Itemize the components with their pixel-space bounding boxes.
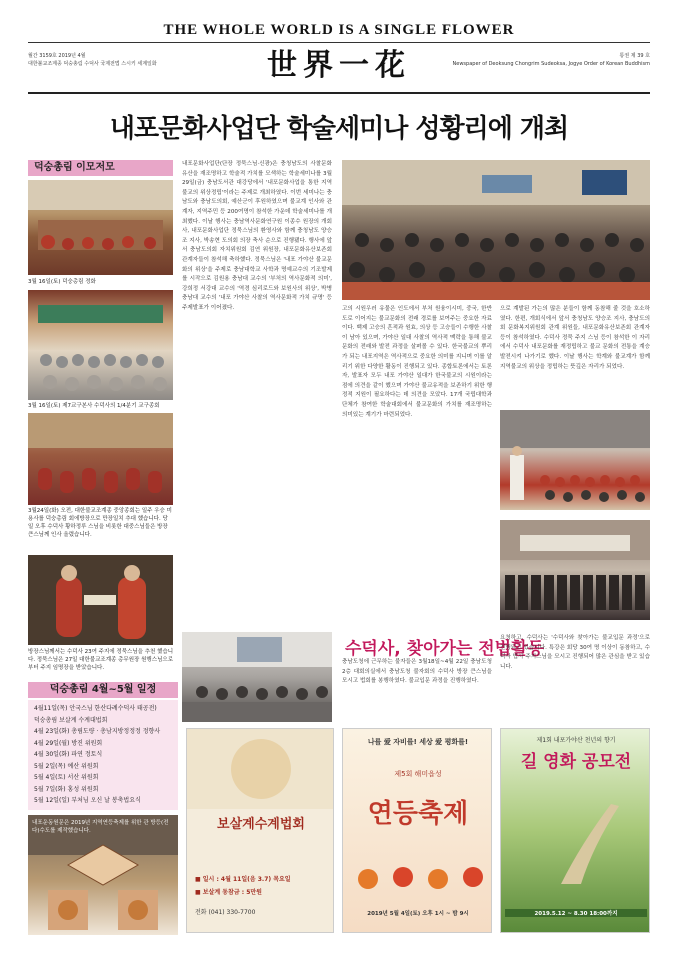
schedule-item: 5월 12일(일) 부처님 오신 날 봉축법요식 (34, 797, 141, 804)
schedule-item: 5월 2일(목) 예산 위원회 (34, 762, 99, 770)
masthead-left-info (28, 52, 228, 68)
seminar-hall-illustration (342, 160, 650, 300)
schedule-item: 4월11일(목) 안국스님 한산다례수덕사 태공전) (34, 705, 157, 712)
right-info-2: Newspaper of Deoksung Chongrim Sudeoksa, Jogye Order of Korean Buddhism (452, 61, 650, 67)
group-photo-illustration (500, 520, 650, 620)
caption-1: 3월 16일(토) 덕숭총림 정화 (28, 279, 96, 285)
audience-illustration (500, 410, 650, 510)
poster2-sub: 제5회 해미읍성 (394, 770, 442, 778)
poster-lantern-festival (342, 728, 492, 933)
photo-monks-meeting (28, 290, 173, 400)
photo-lecture-room (182, 632, 332, 722)
masthead-rule-bottom (28, 92, 650, 94)
photo-group (500, 520, 650, 620)
caption-4: 방장스님께서는 수덕사 23여 주지에 정묵스님을 추천 했습니다. 정묵스님은 27일 대한불교조계종 총무원장 원행스님으로부터 주지 임명장을 받았습니다. (28, 649, 174, 671)
caption-2: 3월 16일(토) 제7교구본사 수덕사의 1/4분기 교구종회 (28, 403, 160, 409)
poster2-lanterns (343, 859, 492, 899)
poster1-date: ■ 일시 : 4월 11일(음 3.7) 목요일 (195, 876, 291, 883)
poster-bodhisattva-precepts (186, 728, 334, 933)
schedule-list (34, 703, 176, 807)
poster1-decoration (187, 729, 334, 809)
masthead-tagline: THE WHOLE WORLD IS A SINGLE FLOWER (163, 22, 515, 38)
article-column-3: 으로 계발된 가는의 많은 분들이 함께 동참해 줄 것을 호소하였다. 한편, 개회식에서 앞서 충청남도 양승조 지사, 충남도의회 문화복지위원회 관계 위원들, 내포문화유산보존회 관계자 등이 참석하였다. 수덕사 정묵 주지 스님 등이 참석한 이 자리에서 수덕사 내포문화를 재정립하고 불교 문화의 전통을 계승 발전시켜 나가기로 했다. 이날 행사는 학계와 불교계가 함께 지역불교의 위상을 정립하는 뜻깊은 자리가 되었다. (500, 306, 650, 370)
monks-meeting-illustration (28, 290, 173, 400)
photo-abbot-appointment (28, 555, 173, 645)
poster2-top: 나를 爱 자비를! 세상 爱 평화를! (367, 738, 469, 746)
schedule-item: 5월 7일(화) 홍성 위원회 (34, 785, 99, 793)
lecture-room-illustration (182, 632, 332, 722)
masthead-right-info (450, 52, 650, 68)
photo-lantern-making (28, 815, 178, 935)
subarticle-column-1: 충남도청에 근무하는 불자들은 3월18일~4월 22일 충남도청 2층 대회의실에서 충남도청 불자회의 수덕사 방장 큰스님을 모시고 법회를 봉행하였다. 불교입문 과정을 진행하였다. (342, 659, 492, 685)
poster2-date: 2019년 5월 4일(토) 오후 1시 ~ 밤 9시 (367, 911, 469, 917)
article-column-2: 고의 시원우러 유물은 인도에서 부처 원융이시미, 중국, 한반도로 이어지는 불교문화의 전래 경로를 보여주는 중요한 자료이다. 백제 고승의 흔적과 원효, 의상 등 고승들이 수행한 사찰이 남아 있으며, 가야산 일대 사찰의 역사적 맥락을 통해 불교문화의 전래와 발전 과정을 살펴볼 수 있다. 한국불교의 뿌리가 되는 내포지역은 역사적으로 중요한 의미를 지니며 이를 알리기 위한 다양한 활동이 진행되고 있다. 종합토론에서는 토론자, 발표자 모두 내포 가야산 일대가 한국불교의 시원이라는 점에 의견을 같이 했으며 가야산 불교유적을 보존하기 위한 행정적 지원이 필요하다는 데 의견을 모았다. 17개 국립대학과 단체가 참여한 학술대회에서 불교문화의 가치를 재조명하는 의미있는 계기가 마련되었다. (342, 306, 492, 418)
schedule-item: 4월 30일(화) 파연 정토식 (34, 751, 103, 758)
masthead-rule-top (28, 42, 650, 43)
poster1-title: 보살계수계법회 (217, 817, 305, 832)
subarticle-column-2: 요청하고, 수덕사는 '수덕사와 찾아가는 불교입문 과정'으로 진행되고 있습니다. 특강은 회당 30여 명 이상이 동참하고, 수덕사 법사 주지스님을 모시고 진행되어 많은 관심을 받고 있습니다. (500, 635, 650, 670)
schedule-item: 5월 4일(토) 서산 위원회 (34, 774, 99, 781)
newspaper-logo: 世界一花 (267, 48, 411, 83)
left-info-1: 월간 3159호 2019년 4월 (28, 53, 86, 59)
poster3-road (501, 784, 650, 884)
caption-3: 3월24일(화) 오전, 대한불교조계종 중앙종회는 일주 우승 미용사를 덕숭총림 회에방장으로 만장일치 추대 했습니다. 당일 오후 수덕사 황하정루 스님을 비롯한 대중스님들은 방장 큰스님께 인사 올렸습니다. (28, 508, 172, 538)
schedule-title: 덕숭총림 4월~5월 일정 (28, 682, 178, 698)
poster2-title: 연등축제 (367, 799, 469, 829)
main-headline: 내포문화사업단 학술세미나 성황리에 개최 (109, 114, 569, 144)
photo-seminar-hall (342, 160, 650, 300)
poster3-date: 2019.5.12 ~ 8.30 18:00까지 (505, 909, 647, 917)
poster1-fee: ■ 보살계 동참금 : 5만원 (195, 889, 262, 896)
photo-temple-hall (28, 180, 173, 275)
subarticle-title: 수덕사, 찾아가는 전법활동 (345, 639, 544, 659)
schedule-item: 4월 23일(화) 총림도량 · 총남지방정정정 정향사 (34, 728, 161, 735)
photo-audience (500, 410, 650, 510)
schedule-item: 덕숭총림 보살계 수계대법회 (34, 716, 108, 724)
schedule-item: 4월 29일(월) 방진 위원회 (34, 739, 103, 747)
poster1-contact: 전화 (041) 330-7700 (195, 909, 256, 916)
ceremony-illustration (28, 413, 173, 505)
right-info-1: 통권 제 39 호 (619, 53, 650, 59)
bottom-photo-caption: 내포운동원문은 2019년 지역연등축제를 위한 관 방등(전다)수도를 제작했습니다. (32, 820, 169, 834)
poster3-sub: 제1회 내포가야산 천년의 향기 (536, 737, 616, 744)
left-info-2: 대한불교조계종 덕숭총림 수덕사 국제전법 스시키 세계일화 (28, 61, 157, 67)
abbot-appointment-illustration (28, 555, 173, 645)
poster-film-contest (500, 728, 650, 933)
photo-ceremony (28, 413, 173, 505)
temple-hall-illustration (28, 180, 173, 275)
poster3-title: 길 영화 공모전 (520, 752, 632, 772)
section-title-news: 덕숭총림 이모저모 (28, 160, 173, 176)
article-column-1: 내포문화사업단(단장 정묵스님·신광)은 충청남도의 사찰문화유산을 재조명하고 학술적 가치를 모색하는 학술세미나를 3월 29일(금) 충남도서관 대강당에서 '내포문화사업을 통한 지역불교의 위상정립'이라는 주제로 개최하였다. 이번 세미나는 충남도와 충남도의회, 예산군이 후원하였으며 불교계 인사와 관계자, 지역주민 등 200여명이 참석한 가운데 학술세미나를 개최했다. 이날 행사는 충남역사문화연구원 이종수 원장의 개회사, 내포문화사업단 정묵스님의 환영사와 함께 충청남도 양승조 지사, 박송현 도의회 의장 축사 순으로 진행됐다. 행사에 앞서 충남도의회 자치위원회 김연 위원장, 내포문화유산보존회 관계자들이 참석해 축하했다. 정묵스님은 '내포 가야산 불교문화의 위상'을 주제로 충남대학교 사학과 명예교수의 기조발제를 시작으로 김원용 충남대 교수의 '부처의 역사문화적 의미', 강희정 서강대 교수의 '역경 심리로드와 보원사의 위상', 박병 충남대 교수의 '내포 가야산 사찰의 역사문화적 가치 규명' 등 주제발표가 이어졌다. (182, 161, 332, 311)
